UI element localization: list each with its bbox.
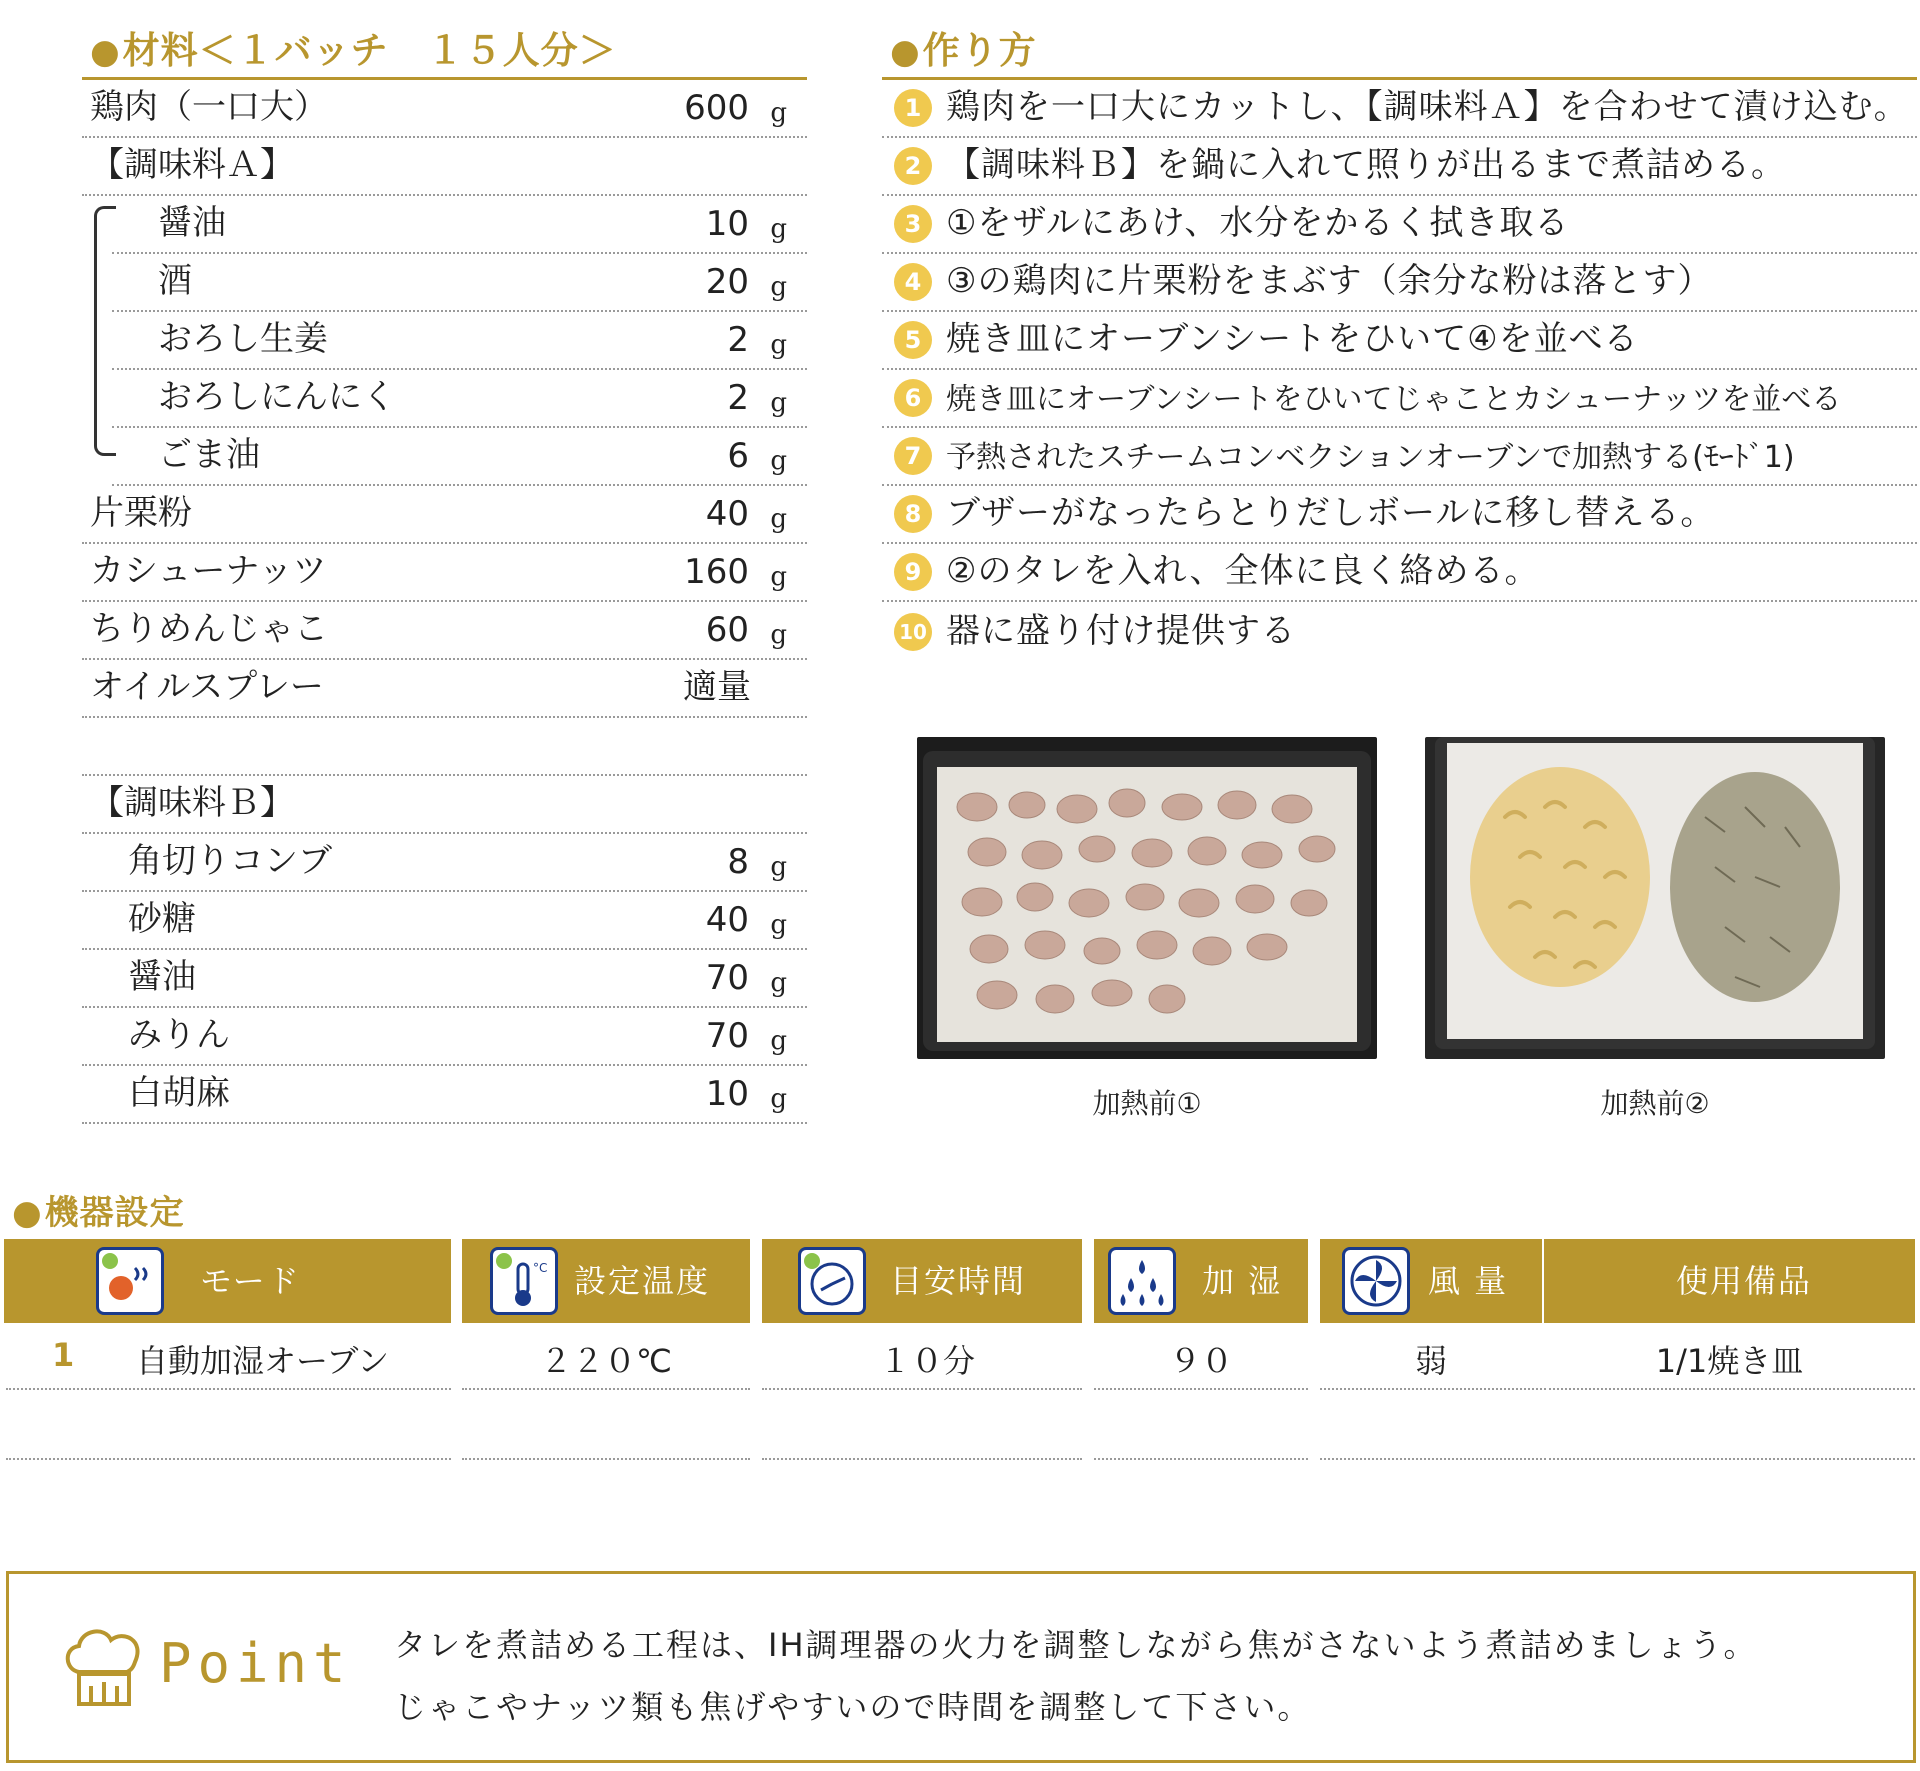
ingredient-row	[82, 486, 807, 544]
step-text: 【調味料Ｂ】を鍋に入れて照りが出るまで煮詰める。	[946, 145, 1786, 185]
step-number-badge: 8	[894, 495, 932, 533]
ingredient-row	[82, 80, 807, 138]
ingredient-name: ちりめんじゃこ	[90, 609, 328, 649]
ingredient-row	[82, 602, 807, 660]
step-text: 焼き皿にオーブンシートをひいて④を並べる	[946, 319, 1639, 359]
header-mode-label: モード	[200, 1262, 301, 1300]
ingredient-qty: 70	[705, 958, 749, 998]
bullet-icon: ●	[890, 32, 921, 72]
point-label: Point	[159, 1632, 352, 1695]
ingredient-qty: 8	[727, 842, 749, 882]
step-item	[882, 312, 1917, 370]
step-number-badge: 5	[894, 321, 932, 359]
svg-text:°C: °C	[533, 1261, 548, 1275]
ingredient-name: 角切りコンブ	[128, 841, 332, 881]
header-fan-label: 風 量	[1428, 1262, 1509, 1300]
row-divider	[1544, 1388, 1915, 1390]
ingredient-unit: g	[770, 852, 787, 882]
ingredient-group-heading: 【調味料Ａ】	[90, 145, 294, 185]
step-text: ③の鶏肉に片栗粉をまぶす（余分な粉は落とす）	[946, 261, 1713, 301]
ingredient-row	[82, 138, 807, 196]
temp-value: ２２０℃	[540, 1342, 672, 1380]
mode-value: 自動加湿オーブン	[136, 1342, 390, 1380]
step-item	[882, 196, 1917, 254]
step-number-badge: 3	[894, 205, 932, 243]
ingredient-name: 片栗粉	[90, 493, 192, 533]
ingredient-name: 白胡麻	[128, 1073, 230, 1113]
row-number: 1	[52, 1336, 75, 1374]
ingredient-name: 醤油	[158, 203, 226, 243]
chef-hat-icon	[61, 1622, 147, 1712]
ingredient-qty: 60	[705, 610, 749, 650]
ingredient-qty: 40	[705, 900, 749, 940]
point-text-line-1: タレを煮詰める工程は、IH調理器の火力を調整しながら焦がさないよう煮詰めましょう。	[394, 1626, 1758, 1664]
ingredient-name: ごま油	[158, 435, 260, 475]
header-mode	[4, 1239, 451, 1323]
row-divider	[462, 1388, 750, 1390]
row-divider	[1094, 1458, 1308, 1460]
ingredient-unit: g	[770, 272, 787, 302]
step-number-badge: 6	[894, 379, 932, 417]
ingredient-row	[82, 950, 807, 1008]
header-items-label: 使用備品	[1676, 1262, 1813, 1300]
step-item	[882, 254, 1917, 312]
ingredient-qty: 600	[684, 88, 749, 128]
fan-value: 弱	[1414, 1342, 1447, 1380]
step-text: 予熱されたスチームコンベクションオーブンで加熱する(ﾓｰﾄﾞ1)	[946, 440, 1795, 475]
row-divider	[1320, 1388, 1542, 1390]
fan-icon	[1342, 1247, 1410, 1315]
ingredient-row	[112, 312, 807, 370]
header-items	[1544, 1239, 1915, 1323]
row-divider	[762, 1458, 1082, 1460]
ingredient-row	[82, 660, 807, 718]
humidity-value: ９０	[1168, 1342, 1233, 1380]
header-temp-label: 設定温度	[574, 1262, 711, 1300]
photo-caption-1: 加熱前①	[1092, 1087, 1202, 1120]
ingredient-qty: 2	[727, 320, 749, 360]
row-divider	[762, 1388, 1082, 1390]
ingredient-unit: g	[770, 1026, 787, 1056]
ingredient-row-empty	[82, 718, 807, 776]
ingredient-qty: 6	[727, 436, 749, 476]
ingredient-row	[82, 892, 807, 950]
step-number-badge: 9	[894, 553, 932, 591]
ingredient-qty: 適量	[683, 667, 751, 707]
header-humidity	[1094, 1239, 1308, 1323]
equipment-title: ●機器設定	[12, 1193, 185, 1233]
photo-nuts-tray	[1425, 737, 1885, 1059]
step-number-badge: 4	[894, 263, 932, 301]
header-time	[762, 1239, 1082, 1323]
ingredient-unit: g	[770, 388, 787, 418]
clock-icon	[798, 1247, 866, 1315]
step-item	[882, 428, 1917, 486]
ingredient-row	[82, 1008, 807, 1066]
steam-mode-icon	[96, 1247, 164, 1315]
header-humidity-label: 加 湿	[1202, 1262, 1283, 1300]
step-item	[882, 138, 1917, 196]
row-divider	[6, 1388, 451, 1390]
ingredient-unit: g	[770, 330, 787, 360]
step-text: 鶏肉を一口大にカットし、【調味料Ａ】を合わせて漬け込む。	[946, 87, 1909, 127]
ingredient-qty: 2	[727, 378, 749, 418]
step-text: ②のタレを入れ、全体に良く絡める。	[946, 551, 1540, 591]
ingredient-unit: g	[770, 98, 787, 128]
photo-chicken-tray	[917, 737, 1377, 1059]
step-number-badge: 2	[894, 147, 932, 185]
ingredient-qty: 40	[705, 494, 749, 534]
ingredient-unit: g	[770, 910, 787, 940]
ingredient-unit: g	[770, 968, 787, 998]
items-value: 1/1焼き皿	[1655, 1342, 1804, 1380]
ingredient-qty: 70	[705, 1016, 749, 1056]
ingredient-row	[112, 254, 807, 312]
photo-caption-2: 加熱前②	[1600, 1087, 1710, 1120]
ingredient-name: みりん	[128, 1015, 230, 1055]
ingredient-unit: g	[770, 620, 787, 650]
step-item	[882, 602, 1917, 660]
ingredient-name: オイルスプレー	[90, 667, 324, 707]
ingredient-qty: 10	[705, 204, 749, 244]
row-divider	[6, 1458, 451, 1460]
ingredient-row	[112, 196, 807, 254]
ingredient-qty: 10	[705, 1074, 749, 1114]
ingredients-title: ●材料＜１バッチ １５人分＞	[90, 29, 617, 72]
ingredient-name: おろし生姜	[158, 319, 328, 359]
chicken-tray-illustration	[917, 737, 1377, 1059]
step-text: ブザーがなったらとりだしボールに移し替える。	[946, 493, 1716, 533]
step-text: ①をザルにあけ、水分をかるく拭き取る	[946, 203, 1570, 243]
point-text-line-2: じゃこやナッツ類も焦げやすいので時間を調整して下さい。	[394, 1688, 1312, 1726]
ingredient-name: カシューナッツ	[90, 551, 327, 591]
header-fan	[1320, 1239, 1542, 1323]
point-box	[6, 1571, 1916, 1763]
step-item	[882, 486, 1917, 544]
row-divider	[1094, 1388, 1308, 1390]
ingredient-name: 醤油	[128, 957, 196, 997]
ingredient-name: 砂糖	[128, 899, 196, 939]
ingredient-row	[82, 834, 807, 892]
step-number-badge: 7	[894, 437, 932, 475]
ingredient-unit: g	[770, 562, 787, 592]
thermometer-icon	[490, 1247, 558, 1315]
ingredient-qty: 20	[705, 262, 749, 302]
step-item	[882, 370, 1917, 428]
step-text: 器に盛り付け提供する	[946, 611, 1296, 651]
bullet-icon: ●	[12, 1193, 43, 1233]
step-item	[882, 544, 1917, 602]
ingredient-unit: g	[770, 1084, 787, 1114]
ingredient-row	[112, 370, 807, 428]
row-divider	[1544, 1458, 1915, 1460]
ingredient-row	[112, 428, 807, 486]
step-number-badge: 1	[894, 89, 932, 127]
row-divider	[1320, 1458, 1542, 1460]
bullet-icon: ●	[90, 32, 121, 72]
header-time-label: 目安時間	[890, 1262, 1027, 1300]
ingredient-unit: g	[770, 504, 787, 534]
header-temp	[462, 1239, 750, 1323]
ingredient-group-heading: 【調味料Ｂ】	[90, 783, 294, 823]
ingredient-name: おろしにんにく	[158, 377, 396, 417]
steps-title: ●作り方	[890, 29, 1037, 72]
time-value: １０分	[878, 1342, 975, 1380]
step-item	[882, 80, 1917, 138]
row-divider	[462, 1458, 750, 1460]
ingredient-name: 鶏肉（一口大）	[90, 87, 328, 127]
ingredient-row	[82, 1066, 807, 1124]
water-drops-icon	[1108, 1247, 1176, 1315]
ingredient-row	[82, 776, 807, 834]
ingredient-unit: g	[770, 446, 787, 476]
ingredient-name: 酒	[158, 261, 192, 301]
step-number-badge: 10	[894, 613, 932, 651]
ingredient-unit: g	[770, 214, 787, 244]
ingredient-qty: 160	[684, 552, 749, 592]
nuts-tray-illustration	[1425, 737, 1885, 1059]
ingredient-row	[82, 544, 807, 602]
step-text: 焼き皿にオーブンシートをひいてじゃことカシューナッツを並べる	[946, 382, 1842, 417]
